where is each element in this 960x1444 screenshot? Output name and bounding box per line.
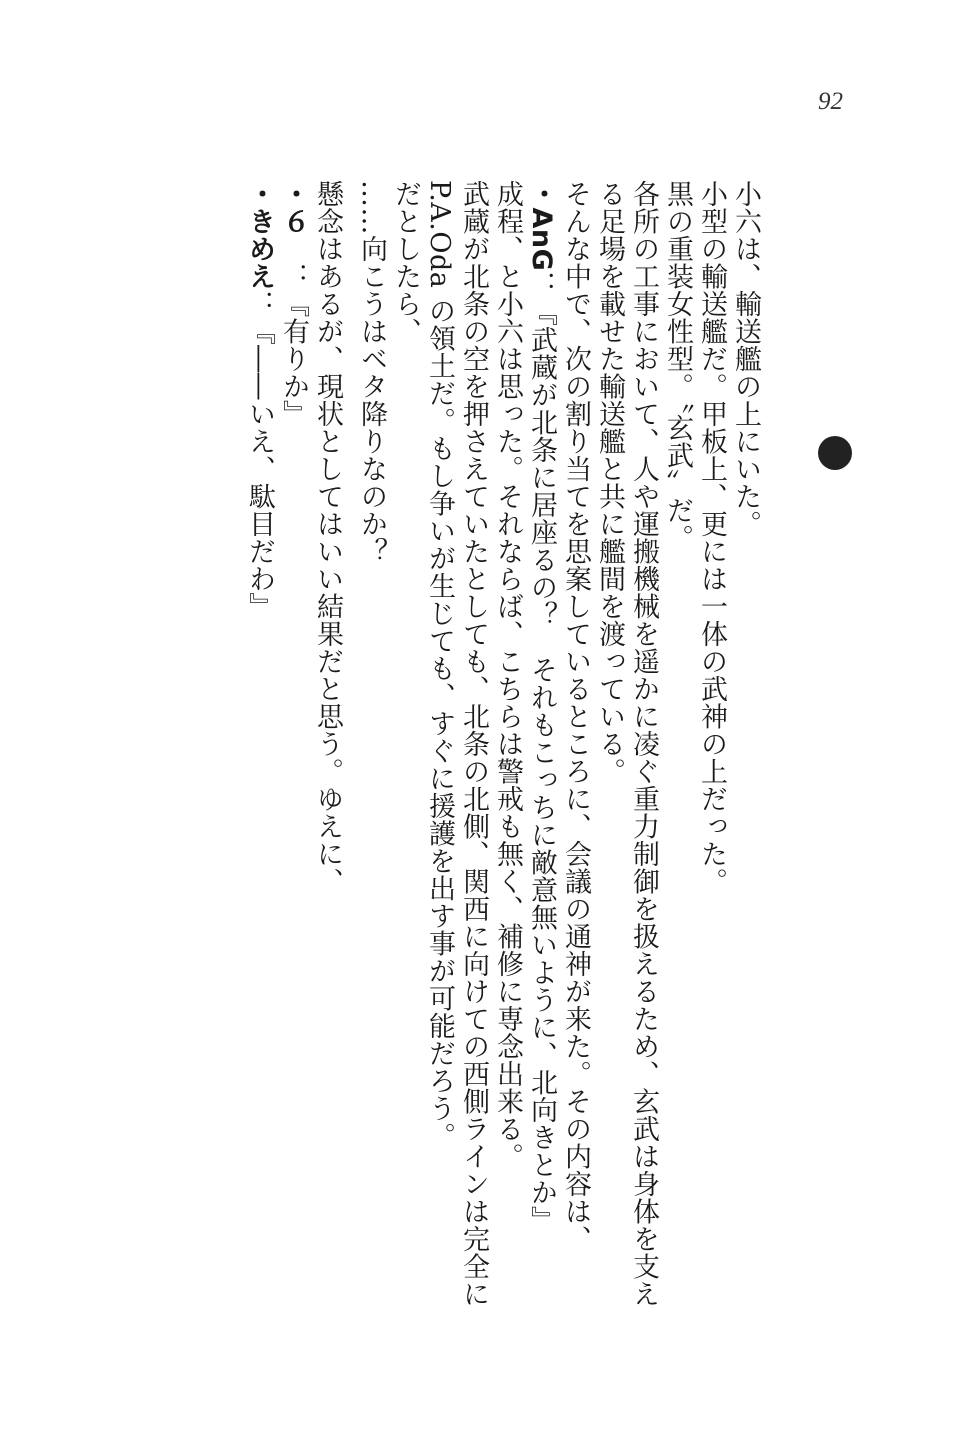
- text-line: そんな中で、次の割り当てを思案しているところに、会議の通神が来た。その内容は、: [560, 180, 591, 1253]
- dialogue-line: [242, 180, 276, 1360]
- text-line: 懸念はあるが、現状としてはいい結果だと思う。ゆえに、: [312, 180, 343, 895]
- text-line: ……向こうはベタ降りなのか？: [356, 180, 387, 565]
- speaker-name: ・６: [278, 180, 309, 235]
- page-number: 92: [818, 88, 843, 115]
- text-line: 小型の輸送艦だ。甲板上、更には一体の武神の上だった。: [696, 180, 727, 895]
- dialogue-text: ：『武蔵が北条に居座るの？ それもこっちに敵意無いように、北向きとか』: [526, 271, 557, 1234]
- text-line: 成程、と小六は思った。それならば、こちらは警戒も無く、補修に専念出来る。: [492, 180, 523, 1170]
- speaker-name: ・きめえ: [244, 180, 275, 290]
- text-line: P.A.Oda の領土だ。もし争いが生じても、すぐに援護を出す事が可能だろう。: [424, 180, 455, 1150]
- vertical-text-body: [150, 180, 762, 1360]
- text-line: 武蔵が北条の空を押さえていたとしても、北条の北側、関西に向けての西側ラインは完全に: [458, 180, 489, 1308]
- text-line: 小六は、輸送艦の上にいた。: [730, 180, 761, 538]
- black-dot-marker: [818, 436, 852, 470]
- dialogue-text: ：『――いえ、駄目だわ』: [244, 290, 275, 620]
- text-line: る足場を載せた輸送艦と共に艦間を渡っている。: [594, 180, 625, 785]
- text-line: 黒の重装女性型。〝玄武〟だ。: [662, 180, 693, 552]
- text-line: だとしたら、: [390, 180, 421, 345]
- speaker-name: ・AnG: [526, 180, 557, 272]
- dialogue-line: [524, 180, 558, 1360]
- dialogue-text: ：『有りか』: [278, 235, 309, 428]
- text-line: 各所の工事において、人や運搬機械を遥かに凌ぐ重力制御を扱えるため、玄武は身体を支え: [628, 180, 659, 1308]
- dialogue-line: [276, 180, 310, 1360]
